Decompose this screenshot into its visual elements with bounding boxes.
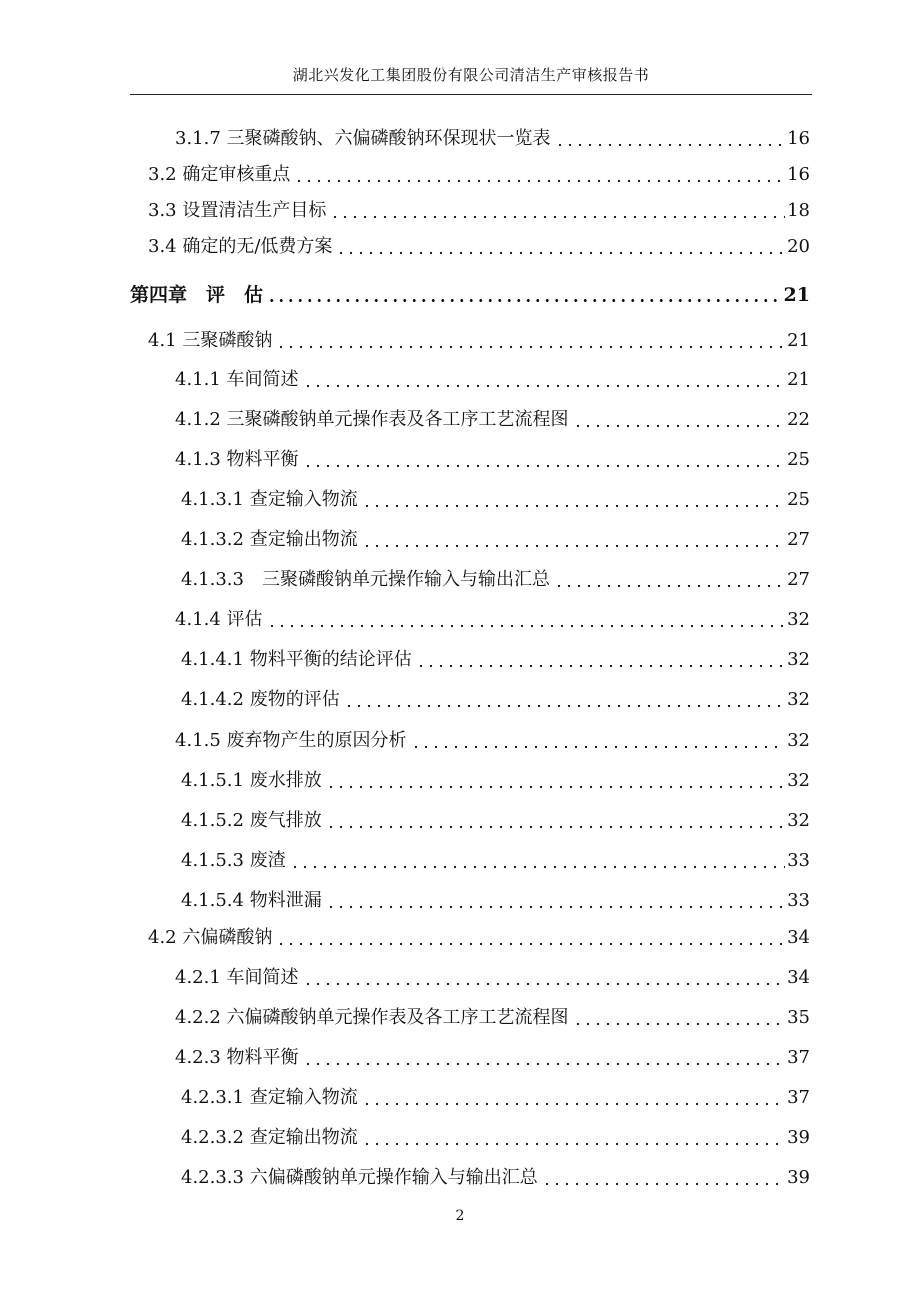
toc-entry-title: 4.1.3.3 三聚磷酸钠单元操作输入与输出汇总 <box>181 569 550 590</box>
dot-leader <box>303 465 786 467</box>
dot-leader <box>362 1103 785 1105</box>
toc-entry-title: 4.1.5.1 废水排放 <box>181 770 322 791</box>
toc-entry-title: 4.2 六偏磷酸钠 <box>148 927 273 948</box>
toc-page-number: 32 <box>787 649 810 670</box>
toc-entry[interactable] <box>175 965 810 991</box>
toc-entry-title: 4.1.5 废弃物产生的原因分析 <box>175 730 407 751</box>
toc-entry[interactable] <box>181 888 810 914</box>
dot-leader <box>416 665 785 667</box>
toc-page-number: 37 <box>787 1047 810 1068</box>
dot-leader <box>267 625 786 627</box>
dot-leader <box>267 299 782 302</box>
dot-leader <box>303 1063 786 1065</box>
toc-page-number: 22 <box>787 409 810 430</box>
toc-entry-title: 4.1 三聚磷酸钠 <box>148 330 273 351</box>
toc-page-number: 18 <box>787 200 810 221</box>
toc-entry[interactable] <box>181 768 810 794</box>
toc-entry-title: 4.1.1 车间简述 <box>175 369 299 390</box>
toc-page-number: 32 <box>787 689 810 710</box>
toc-entry[interactable] <box>175 1045 810 1071</box>
dot-leader <box>276 943 785 945</box>
dot-leader <box>330 216 785 218</box>
toc-entry[interactable] <box>148 198 810 224</box>
dot-leader <box>362 1143 785 1145</box>
toc-entry-title: 4.2.2 六偏磷酸钠单元操作表及各工序工艺流程图 <box>175 1007 569 1028</box>
toc-page-number: 21 <box>783 284 810 306</box>
toc-entry[interactable] <box>181 567 810 593</box>
toc-entry[interactable] <box>175 607 810 633</box>
dot-leader <box>344 705 785 707</box>
dot-leader <box>573 425 786 427</box>
toc-chapter-title: 第四章 评 估 <box>130 284 264 306</box>
toc-entry-title: 4.2.1 车间简述 <box>175 967 299 988</box>
dot-leader <box>290 866 785 868</box>
toc-page-number: 33 <box>787 850 810 871</box>
toc-page-number: 39 <box>787 1167 810 1188</box>
toc-entry-title: 3.2 确定审核重点 <box>148 164 291 185</box>
toc-entry[interactable] <box>148 162 810 188</box>
dot-leader <box>303 983 786 985</box>
toc-entry[interactable] <box>175 126 810 152</box>
toc-entry[interactable] <box>181 1085 810 1111</box>
toc-entry-title: 4.1.3.1 查定输入物流 <box>181 489 358 510</box>
toc-page-number: 20 <box>787 236 810 257</box>
toc-entry[interactable] <box>175 728 810 754</box>
dot-leader <box>573 1023 786 1025</box>
toc-entry[interactable] <box>175 1005 810 1031</box>
toc-entry[interactable] <box>181 1165 810 1191</box>
toc-page-number: 27 <box>787 529 810 550</box>
toc-entry[interactable] <box>181 487 810 513</box>
toc-entry[interactable] <box>181 808 810 834</box>
toc-page-number: 25 <box>787 489 810 510</box>
dot-leader <box>326 826 785 828</box>
dot-leader <box>326 786 785 788</box>
toc-entry[interactable] <box>181 647 810 673</box>
toc-page-number: 32 <box>787 609 810 630</box>
toc-entry-title: 4.1.2 三聚磷酸钠单元操作表及各工序工艺流程图 <box>175 409 569 430</box>
toc-page-number: 25 <box>787 449 810 470</box>
dot-leader <box>411 746 786 748</box>
dot-leader <box>542 1183 785 1185</box>
toc-entry-title: 3.1.7 三聚磷酸钠、六偏磷酸钠环保现状一览表 <box>175 128 551 149</box>
toc-page-number: 35 <box>787 1007 810 1028</box>
dot-leader <box>276 346 785 348</box>
toc-page-number: 33 <box>787 890 810 911</box>
running-header: 湖北兴发化工集团股份有限公司清洁生产审核报告书 <box>292 66 650 84</box>
toc-entry[interactable] <box>181 527 810 553</box>
toc-entry-title: 4.1.5.3 废渣 <box>181 850 286 871</box>
toc-page-number: 32 <box>787 810 810 831</box>
toc-entry-title: 4.2.3 物料平衡 <box>175 1047 299 1068</box>
dot-leader <box>554 585 785 587</box>
toc-entry-title: 4.1.4 评估 <box>175 609 263 630</box>
dot-leader <box>336 252 785 254</box>
toc-page-number: 34 <box>787 927 810 948</box>
toc-chapter-entry[interactable] <box>130 282 810 308</box>
toc-page-number: 16 <box>787 128 810 149</box>
toc-page-number: 16 <box>787 164 810 185</box>
dot-leader <box>362 545 785 547</box>
toc-entry[interactable] <box>148 328 810 354</box>
toc-entry[interactable] <box>148 234 810 260</box>
toc-entry-title: 4.1.5.4 物料泄漏 <box>181 890 322 911</box>
toc-page-number: 37 <box>787 1087 810 1108</box>
toc-entry-title: 4.1.3.2 查定输出物流 <box>181 529 358 550</box>
toc-entry[interactable] <box>175 407 810 433</box>
toc-page-number: 34 <box>787 967 810 988</box>
page-number-footer: 2 <box>455 1208 465 1224</box>
dot-leader <box>362 505 785 507</box>
toc-entry-title: 4.1.4.2 废物的评估 <box>181 689 340 710</box>
toc-page-number: 32 <box>787 770 810 791</box>
toc-page-number: 21 <box>787 369 810 390</box>
toc-entry-title: 4.1.5.2 废气排放 <box>181 810 322 831</box>
toc-entry-title: 3.4 确定的无/低费方案 <box>148 236 333 257</box>
toc-entry-title: 4.2.3.2 查定输出物流 <box>181 1127 358 1148</box>
toc-entry[interactable] <box>175 447 810 473</box>
toc-entry[interactable] <box>175 367 810 393</box>
toc-entry[interactable] <box>181 848 810 874</box>
toc-entry-title: 4.1.3 物料平衡 <box>175 449 299 470</box>
toc-entry[interactable] <box>148 925 810 951</box>
toc-entry-title: 4.1.4.1 物料平衡的结论评估 <box>181 649 412 670</box>
dot-leader <box>303 385 786 387</box>
toc-entry[interactable] <box>181 687 810 713</box>
toc-entry-title: 3.3 设置清洁生产目标 <box>148 200 327 221</box>
toc-page-number: 32 <box>787 730 810 751</box>
toc-page-number: 39 <box>787 1127 810 1148</box>
dot-leader <box>294 180 785 182</box>
dot-leader <box>555 144 786 146</box>
toc-entry[interactable] <box>181 1125 810 1151</box>
toc-entry-title: 4.2.3.3 六偏磷酸钠单元操作输入与输出汇总 <box>181 1167 538 1188</box>
toc-entry-title: 4.2.3.1 查定输入物流 <box>181 1087 358 1108</box>
toc-page-number: 27 <box>787 569 810 590</box>
dot-leader <box>326 906 785 908</box>
toc-page-number: 21 <box>787 330 810 351</box>
